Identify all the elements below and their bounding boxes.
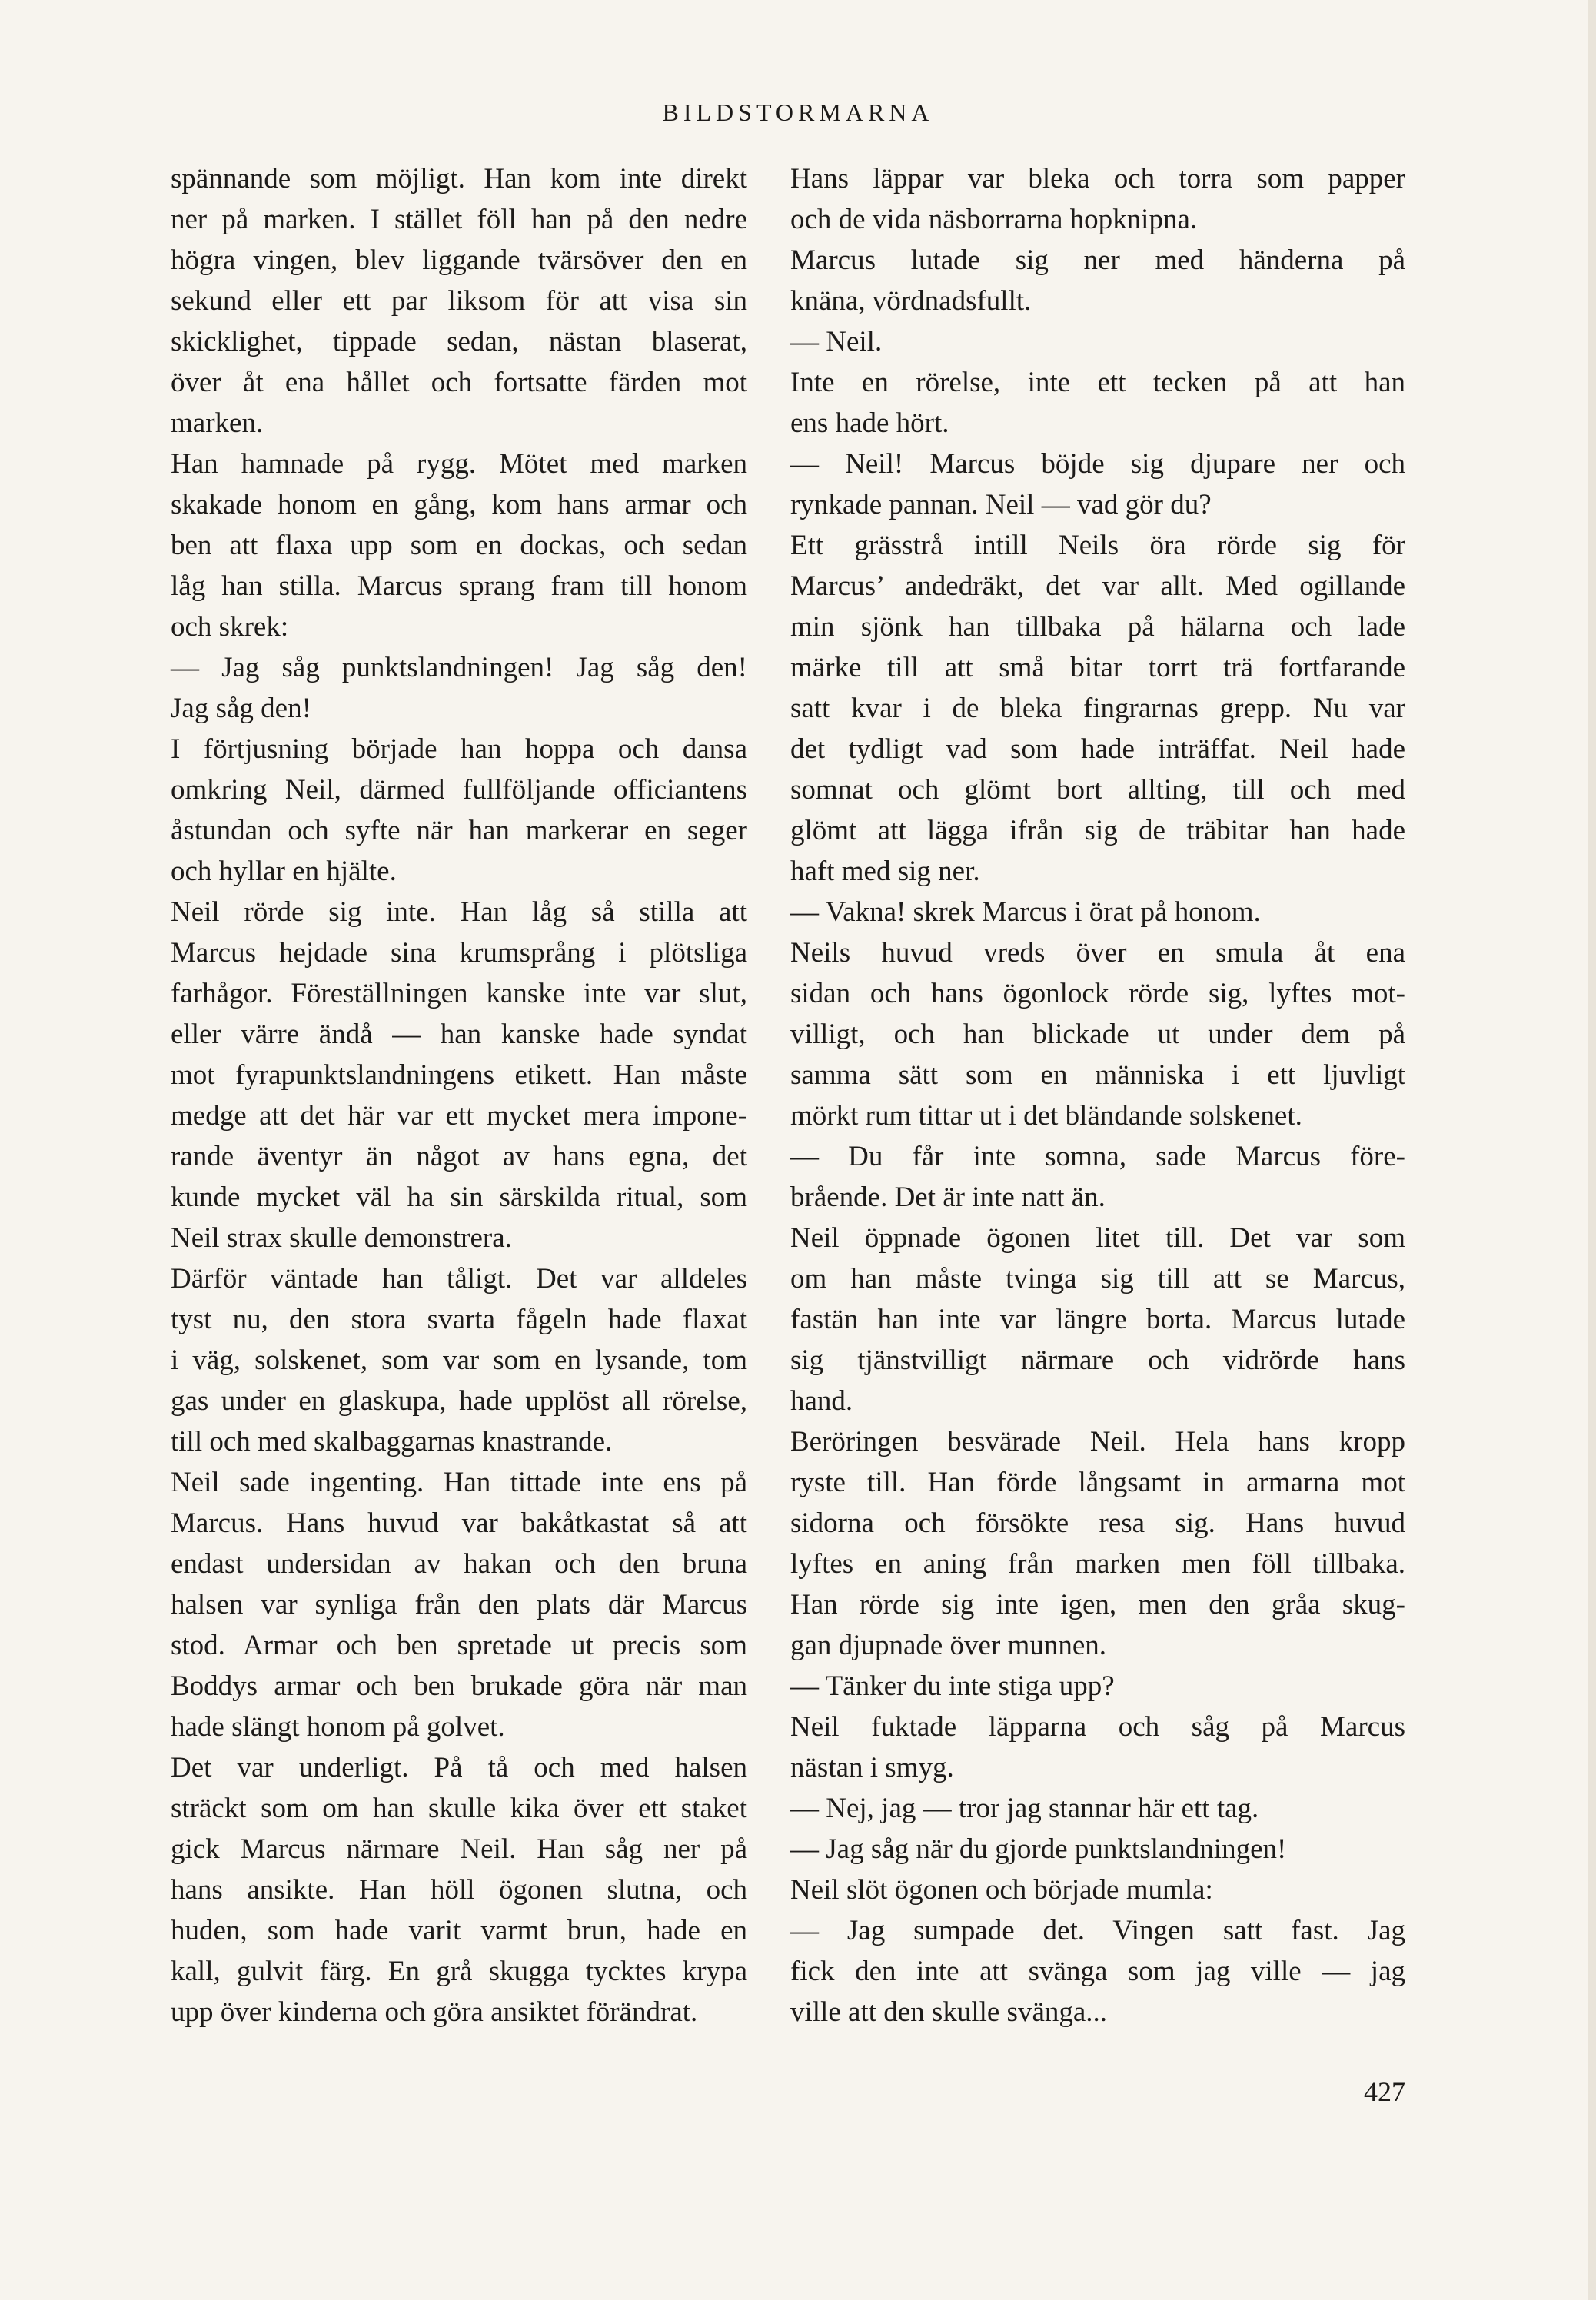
text-line: Marcus. Hans huvud var bakåtkastat så att — [171, 1507, 747, 1539]
text-line: glömt att lägga ifrån sig de träbitar han hade — [790, 815, 1405, 846]
text-line: nästan i smyg. — [790, 1752, 954, 1783]
text-line: i väg, solskenet, som var som en lysande, tom — [171, 1344, 747, 1376]
text-line: och de vida näsborrarna hopknipna. — [790, 204, 1198, 235]
text-line: ens hade hört. — [790, 407, 949, 439]
text-line: gas under en glaskupa, hade upplöst all rörelse, — [171, 1385, 747, 1417]
paragraph — [790, 1870, 1405, 1910]
text-line: Inte en rörelse, inte ett tecken på att han — [790, 367, 1405, 398]
text-line: endast undersidan av hakan och den bruna — [171, 1548, 747, 1580]
text-line: sträckt som om han skulle kika över ett staket — [171, 1793, 747, 1824]
page-number: 427 — [1364, 2076, 1405, 2107]
paragraph — [790, 1136, 1405, 1218]
text-line: Neil fuktade läpparna och såg på Marcus — [790, 1711, 1405, 1743]
text-line: Neil öppnade ögonen litet till. Det var som — [790, 1222, 1405, 1254]
paragraph — [171, 647, 747, 729]
paragraph — [171, 158, 747, 444]
text-line: lyftes en aning från marken men föll tillbaka. — [790, 1548, 1405, 1580]
text-line: omkring Neil, därmed fullföljande officiantens — [171, 774, 747, 806]
paragraph — [790, 1829, 1405, 1870]
text-line: min sjönk han tillbaka på hälarna och lade — [790, 611, 1405, 643]
text-line: halsen var synliga från den plats där Marcus — [171, 1589, 747, 1620]
text-line: — Nej, jag — tror jag stannar här ett tag. — [790, 1793, 1259, 1824]
text-line: I förtjusning började han hoppa och dansa — [171, 733, 747, 765]
text-line: gan djupnade över munnen. — [790, 1630, 1106, 1661]
text-line: Jag såg den! — [171, 693, 311, 724]
text-line: sidorna och försökte resa sig. Hans huvud — [790, 1507, 1405, 1539]
paragraph — [171, 729, 747, 892]
paragraph — [171, 1747, 747, 2032]
left-text-column — [171, 158, 747, 2032]
text-line: Han hamnade på rygg. Mötet med marken — [171, 448, 747, 480]
text-line: haft med sig ner. — [790, 856, 980, 887]
text-line: Neil sade ingenting. Han tittade inte ens på — [171, 1467, 747, 1498]
text-line: kunde mycket väl ha sin särskilda ritual, som — [171, 1182, 747, 1213]
text-line: mot fyrapunktslandningens etikett. Han måste — [171, 1059, 747, 1091]
paragraph — [790, 240, 1405, 321]
text-line: knäna, vördnadsfullt. — [790, 285, 1032, 317]
text-line: det tydligt vad som hade inträffat. Neil hade — [790, 733, 1405, 765]
paragraph — [790, 444, 1405, 525]
text-line: medge att det här var ett mycket mera impone- — [171, 1100, 747, 1132]
text-line: — Jag sumpade det. Vingen satt fast. Jag — [790, 1915, 1405, 1946]
text-line: Därför väntade han tåligt. Det var alldeles — [171, 1263, 747, 1295]
text-line: och skrek: — [171, 611, 289, 643]
text-line: spännande som möjligt. Han kom inte direkt — [171, 163, 747, 194]
text-line: Neil strax skulle demonstrera. — [171, 1222, 512, 1254]
paragraph — [790, 1421, 1405, 1666]
text-line: brående. Det är inte natt än. — [790, 1182, 1106, 1213]
text-line: hade slängt honom på golvet. — [171, 1711, 505, 1743]
text-line: ben att flaxa upp som en dockas, och sedan — [171, 530, 747, 561]
text-line: satt kvar i de bleka fingrarnas grepp. Nu var — [790, 693, 1405, 724]
text-line: tyst nu, den stora svarta fågeln hade flaxat — [171, 1304, 747, 1335]
paragraph — [790, 1910, 1405, 2032]
text-line: sidan och hans ögonlock rörde sig, lyftes mot- — [790, 978, 1405, 1009]
text-line: farhågor. Föreställningen kanske inte var slut, — [171, 978, 747, 1009]
text-line: samma sätt som en människa i ett ljuvligt — [790, 1059, 1405, 1091]
paragraph — [790, 525, 1405, 892]
right-text-column — [790, 158, 1405, 2032]
text-line: till och med skalbaggarnas knastrande. — [171, 1426, 613, 1457]
text-line: och hyllar en hjälte. — [171, 856, 397, 887]
text-line: Marcus lutade sig ner med händerna på — [790, 244, 1405, 276]
text-line: marken. — [171, 407, 264, 439]
text-line: Han rörde sig inte igen, men den gråa skug- — [790, 1589, 1405, 1620]
text-line: villigt, och han blickade ut under dem på — [790, 1019, 1405, 1050]
paragraph — [790, 1218, 1405, 1421]
text-line: ner på marken. I stället föll han på den nedre — [171, 204, 747, 235]
paragraph — [171, 444, 747, 647]
text-line: högra vingen, blev liggande tvärsöver den en — [171, 244, 747, 276]
text-line: somnat och glömt bort allting, till och med — [790, 774, 1405, 806]
text-line: kall, gulvit färg. En grå skugga tycktes krypa — [171, 1956, 747, 1987]
text-line: gick Marcus närmare Neil. Han såg ner på — [171, 1833, 747, 1865]
page-edge-shadow — [1588, 0, 1596, 2300]
text-line: skicklighet, tippade sedan, nästan blaserat, — [171, 326, 747, 357]
paragraph — [171, 892, 747, 1258]
paragraph — [790, 892, 1405, 932]
text-line: — Vakna! skrek Marcus i örat på honom. — [790, 896, 1261, 928]
text-line: mörkt rum tittar ut i det bländande solskenet. — [790, 1100, 1302, 1132]
running-header: BILDSTORMARNA — [662, 98, 934, 126]
text-line: låg han stilla. Marcus sprang fram till honom — [171, 570, 747, 602]
text-line: — Jag såg när du gjorde punktslandningen! — [790, 1833, 1287, 1865]
paragraph — [171, 1258, 747, 1462]
text-line: Marcus’ andedräkt, det var allt. Med ogillande — [790, 570, 1405, 602]
text-line: Beröringen besvärade Neil. Hela hans kropp — [790, 1426, 1405, 1457]
text-line: Neil rörde sig inte. Han låg så stilla att — [171, 896, 747, 928]
text-line: — Jag såg punktslandningen! Jag såg den! — [171, 652, 747, 683]
text-line: sig tjänstvilligt närmare och vidrörde hans — [790, 1344, 1405, 1376]
paragraph — [790, 321, 1405, 362]
text-line: över åt ena hållet och fortsatte färden mot — [171, 367, 747, 398]
text-line: hand. — [790, 1385, 853, 1417]
text-line: Neils huvud vreds över en smula åt ena — [790, 937, 1405, 969]
text-line: fastän han inte var längre borta. Marcus lutade — [790, 1304, 1405, 1335]
text-line: Neil slöt ögonen och började mumla: — [790, 1874, 1213, 1906]
text-line: fick den inte att svänga som jag ville — jag — [790, 1956, 1405, 1987]
text-line: Hans läppar var bleka och torra som papper — [790, 163, 1405, 194]
text-line: eller värre ändå — han kanske hade syndat — [171, 1019, 747, 1050]
text-line: — Tänker du inte stiga upp? — [790, 1670, 1115, 1702]
text-line: stod. Armar och ben spretade ut precis som — [171, 1630, 747, 1661]
paragraph — [790, 158, 1405, 240]
paragraph — [790, 932, 1405, 1136]
text-line: huden, som hade varit varmt brun, hade en — [171, 1915, 747, 1946]
paragraph — [790, 1707, 1405, 1788]
text-line: upp över kinderna och göra ansiktet förändrat. — [171, 1996, 698, 2028]
paragraph — [171, 1462, 747, 1747]
text-line: ville att den skulle svänga... — [790, 1996, 1108, 2028]
paragraph — [790, 362, 1405, 444]
text-line: märke till att små bitar torrt trä fortfarande — [790, 652, 1405, 683]
text-line: sekund eller ett par liksom för att visa sin — [171, 285, 747, 317]
text-line: om han måste tvinga sig till att se Marcus, — [790, 1263, 1405, 1295]
paragraph — [790, 1666, 1405, 1707]
text-line: rande äventyr än något av hans egna, det — [171, 1141, 747, 1172]
text-line: Boddys armar och ben brukade göra när man — [171, 1670, 747, 1702]
text-line: rynkade pannan. Neil — vad gör du? — [790, 489, 1212, 520]
text-line: skakade honom en gång, kom hans armar och — [171, 489, 747, 520]
text-line: — Neil. — [790, 326, 883, 357]
text-line: Ett grässtrå intill Neils öra rörde sig för — [790, 530, 1405, 561]
text-line: åstundan och syfte när han markerar en seger — [171, 815, 747, 846]
paragraph — [790, 1788, 1405, 1829]
text-line: hans ansikte. Han höll ögonen slutna, och — [171, 1874, 747, 1906]
text-line: Det var underligt. På tå och med halsen — [171, 1752, 747, 1783]
text-line: Marcus hejdade sina krumsprång i plötsliga — [171, 937, 747, 969]
text-line: — Du får inte somna, sade Marcus före- — [790, 1141, 1405, 1172]
text-line: ryste till. Han förde långsamt in armarna mot — [790, 1467, 1405, 1498]
text-line: — Neil! Marcus böjde sig djupare ner och — [790, 448, 1405, 480]
